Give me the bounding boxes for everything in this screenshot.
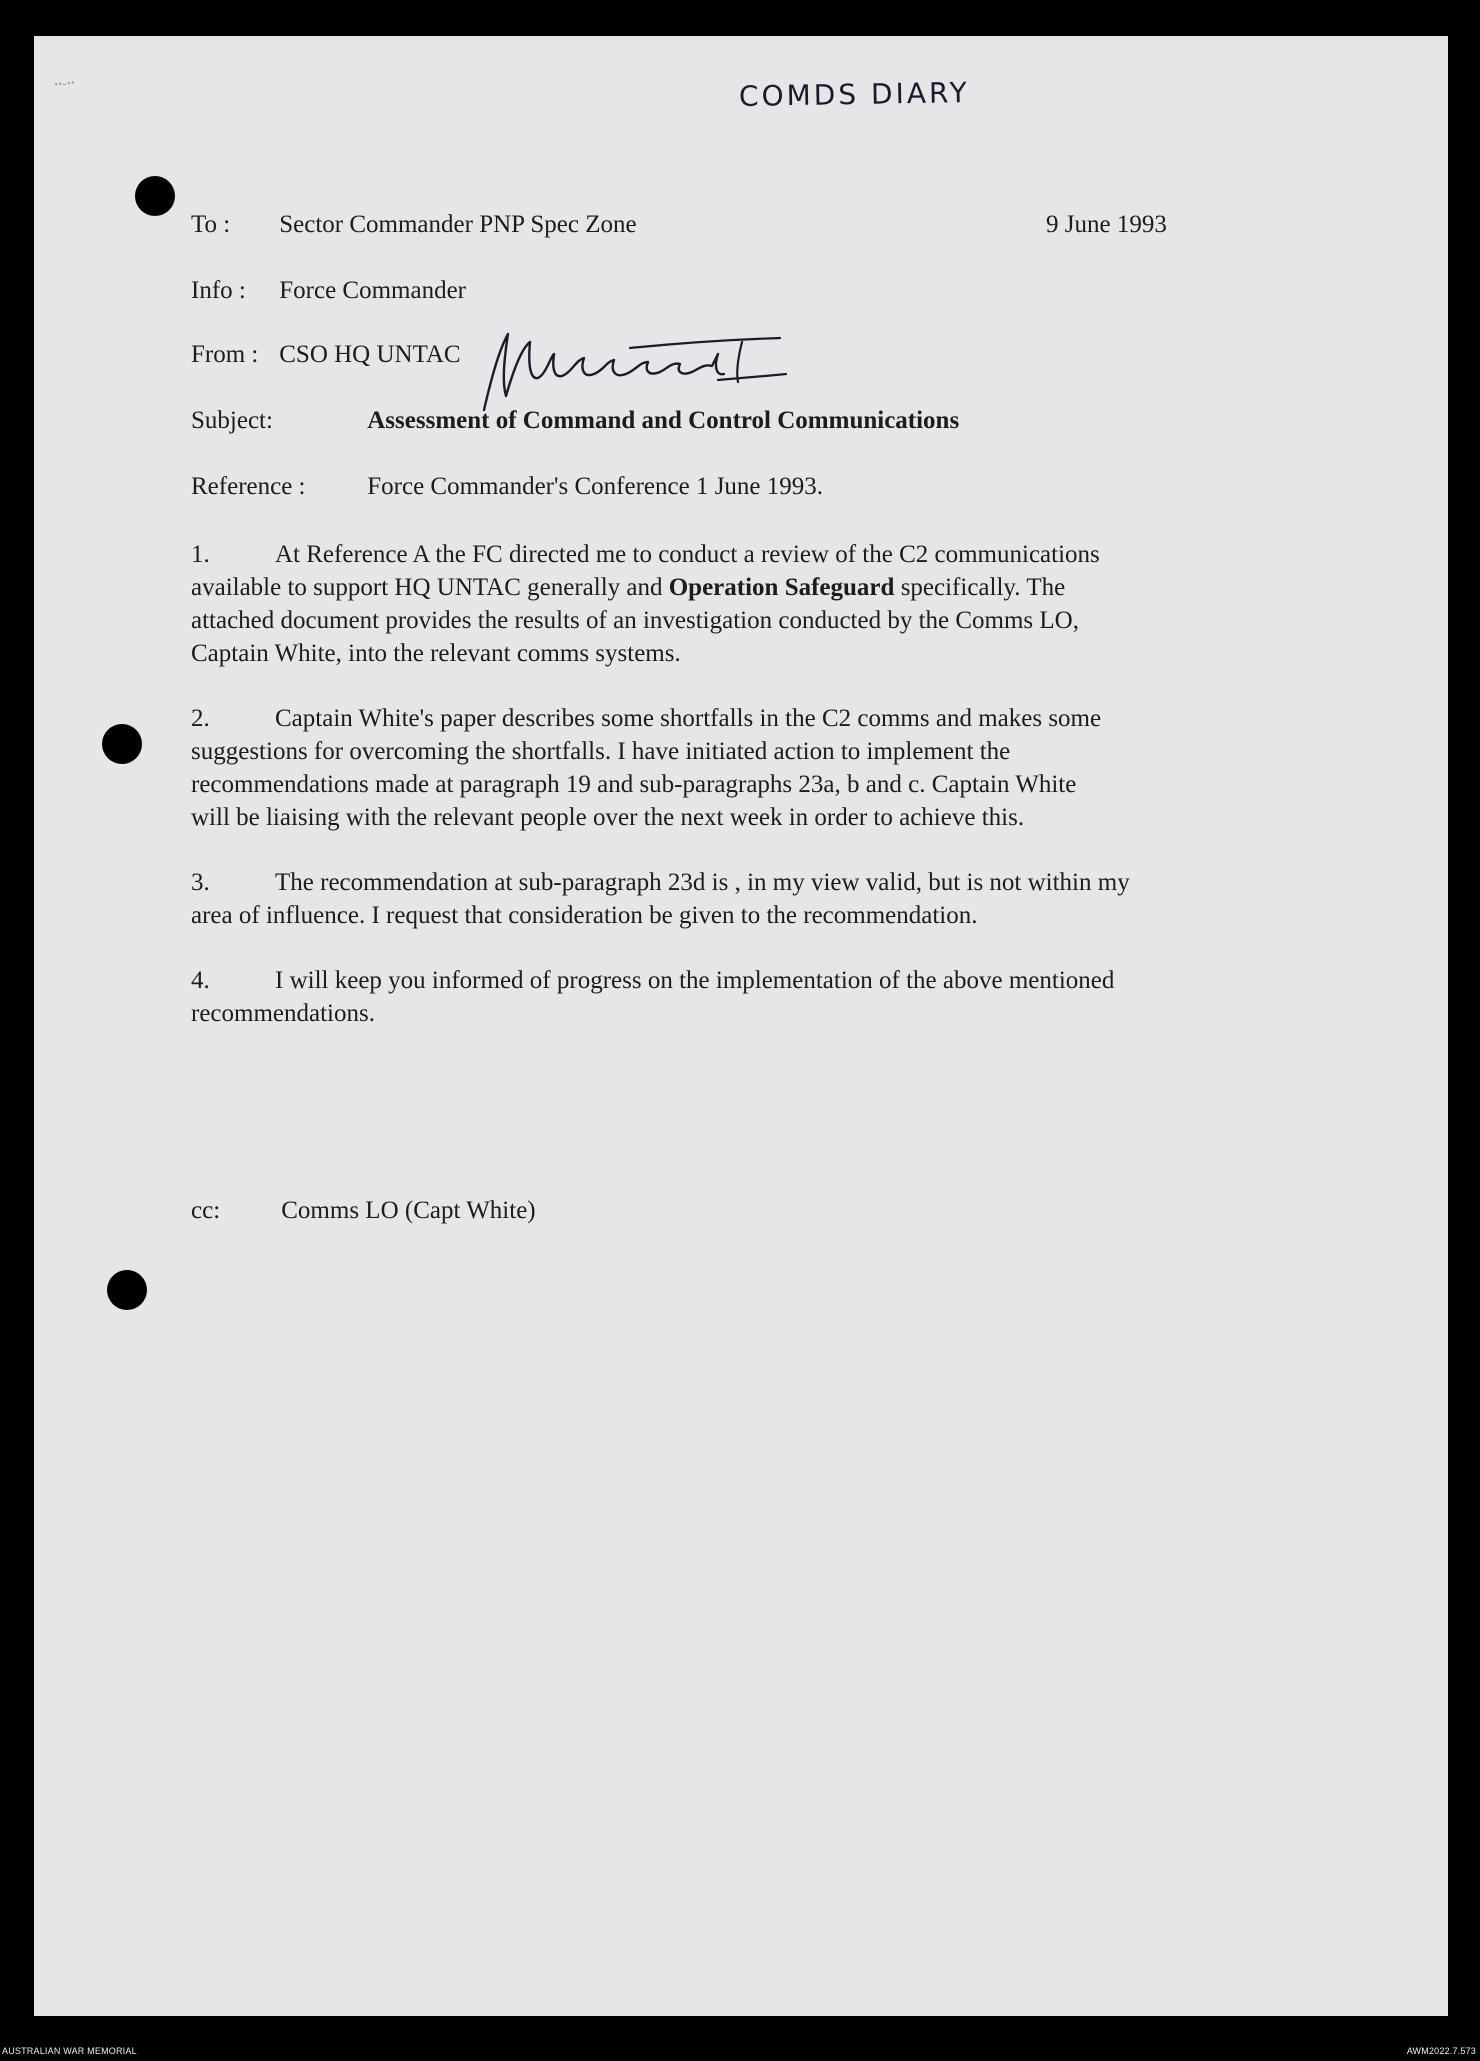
paragraph-number: 4. — [191, 967, 210, 994]
paragraph-text: I will keep you informed of progress on the implementation of the above mentioned — [275, 967, 1115, 994]
paragraph-2 — [191, 702, 1311, 834]
paragraph-text: The recommendation at sub-paragraph 23d is , in my view valid, but is not within my — [275, 869, 1130, 896]
paragraph-text: available to support HQ UNTAC generally and — [191, 574, 669, 601]
to-label: To : — [191, 211, 231, 238]
reference-label: Reference : — [191, 473, 306, 500]
from-label: From : — [191, 341, 259, 368]
cc-value: Comms LO (Capt White) — [281, 1197, 536, 1224]
paragraph-1 — [191, 538, 1311, 670]
document-page — [34, 36, 1448, 2016]
handwritten-signature — [480, 324, 800, 414]
info-value: Force Commander — [279, 277, 467, 304]
paragraph-number: 3. — [191, 869, 210, 896]
paragraph-4 — [191, 964, 1311, 1030]
memo-date: 9 June 1993 — [1046, 211, 1167, 238]
paragraph-number: 2. — [191, 705, 210, 732]
paragraph-text: Captain White's paper describes some shortfalls in the C2 comms and makes some — [275, 705, 1102, 732]
paragraph-text: At Reference A the FC directed me to conduct a review of the C2 communications — [275, 541, 1100, 568]
operation-name: Operation Safeguard — [668, 574, 895, 601]
cc-row — [191, 1196, 536, 1226]
paragraph-text: specifically. The — [894, 574, 1066, 601]
paragraph-text: Captain White, into the relevant comms systems. — [191, 640, 681, 667]
cc-label: cc: — [191, 1197, 221, 1224]
to-row — [191, 210, 637, 240]
info-label: Info : — [191, 277, 246, 304]
subject-label: Subject: — [191, 407, 273, 434]
paragraph-text: attached document provides the results of an investigation conducted by the Comms LO, — [191, 607, 1079, 634]
subject-value: Assessment of Command and Control Communications — [367, 407, 960, 434]
punch-hole-top — [135, 176, 175, 216]
paragraph-text: recommendations made at paragraph 19 and sub-paragraphs 23a, b and c. Captain White — [191, 771, 1077, 798]
paragraph-text: suggestions for overcoming the shortfalls. I have initiated action to implement the — [191, 738, 1011, 765]
paragraph-3 — [191, 866, 1311, 932]
info-row — [191, 276, 466, 306]
paragraph-number: 1. — [191, 541, 210, 568]
subject-row — [191, 406, 959, 436]
reference-row — [191, 472, 823, 502]
handwritten-annotation: COMDS DIARY — [738, 75, 971, 114]
from-row — [191, 340, 461, 370]
punch-hole-middle — [102, 724, 142, 764]
paragraph-text: area of influence. I request that consideration be given to the recommendation. — [191, 902, 978, 929]
to-value: Sector Commander PNP Spec Zone — [279, 211, 637, 238]
corner-pencil-mark: ꞏꞏ-ꞏꞏ — [53, 75, 76, 94]
reference-value: Force Commander's Conference 1 June 1993. — [367, 473, 824, 500]
paragraph-text: will be liaising with the relevant people over the next week in order to achieve this. — [191, 804, 1025, 831]
footer-institution: AUSTRALIAN WAR MEMORIAL — [2, 2046, 137, 2056]
footer-accession-number: AWM2022.7.573 — [1406, 2046, 1476, 2056]
from-value: CSO HQ UNTAC — [279, 341, 461, 368]
paragraph-text: recommendations. — [191, 1000, 375, 1027]
punch-hole-bottom — [107, 1270, 147, 1310]
